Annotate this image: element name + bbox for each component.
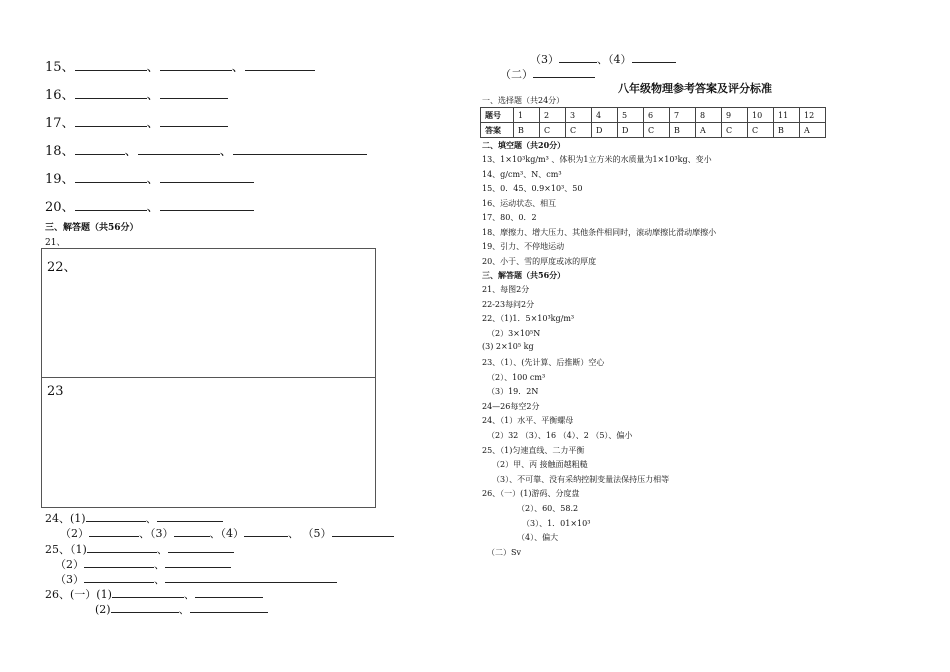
fill-answer-line: 20、小于、雪的厚度或冰的厚度 [482,256,597,266]
separator: 、 [231,60,245,75]
question-21-label: 21、 [45,238,66,248]
fill-row-18 [45,140,367,159]
blank[interactable] [75,86,147,99]
separator: 、 [154,558,165,571]
q26-part-2-label: (2) [95,603,111,616]
blank[interactable] [89,524,139,537]
blank[interactable] [165,570,337,583]
separator: 、 [219,144,233,159]
blank[interactable] [86,509,146,522]
blank[interactable] [160,170,254,183]
fill-answer-line: 15、0．45、0.9×10³、50 [482,184,583,193]
blank[interactable] [160,114,228,127]
blank[interactable] [632,50,676,63]
table-cell-answer: C [722,123,748,138]
table-cell-number: 8 [696,108,722,123]
blank[interactable] [195,585,263,598]
separator: 、 [183,588,195,601]
question-23-label: 23 [47,384,64,399]
blank[interactable] [75,198,147,211]
table-header-answer: 答案 [481,123,514,138]
q25-part-2-label: （2） [55,558,84,571]
solve-answer-line: 25、（1)匀速直线、二力平衡 [482,445,585,455]
separator: 、 [288,527,299,540]
table-cell-answer: C [540,123,566,138]
table-row-numbers [481,108,826,123]
fill-answer-line: 19、引力、不停地运动 [482,242,565,251]
fill-answer-line: 14、g/cm³、N、cm³ [482,169,562,179]
blank[interactable] [245,58,315,71]
solve-answer-line: （3）、1．01×10³ [522,518,591,528]
table-cell-answer: B [774,123,800,138]
solve-answer-line: 22-23每问2分 [482,299,535,309]
blank[interactable] [174,524,210,537]
blank[interactable] [87,540,157,553]
table-cell-number: 10 [748,108,774,123]
solve-answer-line: （3）19．2N [487,387,539,397]
fill-row-19 [45,168,254,187]
separator: 、 [146,60,160,75]
blank[interactable] [84,555,154,568]
fill-answer-line: 13、1×10³kg/m³ 、体积为1立方米的水质量为1×10³kg、变小 [482,155,712,164]
blank[interactable] [533,65,595,78]
question-24-row-2 [60,524,394,541]
separator: 、 [597,53,608,66]
q24-part-5-label: （5） [302,527,332,540]
solve-answer-line: （2）3×10⁵N [487,328,541,338]
table-cell-number: 3 [566,108,592,123]
q25-part-1-label: 25、（1) [45,543,87,556]
table-cell-number: 6 [644,108,670,123]
table-cell-number: 2 [540,108,566,123]
solve-answer-line: （2）、100 cm³ [487,372,546,382]
blank[interactable] [138,142,220,155]
solve-answer-line: (3) 2×10⁵ kg [482,342,534,352]
blank[interactable] [244,524,288,537]
fill-row-number: 15、 [45,60,75,75]
blank[interactable] [84,570,154,583]
table-cell-answer: B [514,123,540,138]
blank[interactable] [111,600,179,613]
section-3-title: 三、解答题（共56分） [45,223,139,233]
table-cell-answer: C [566,123,592,138]
separator: 、 [139,527,150,540]
blank[interactable] [75,142,125,155]
table-cell-answer: B [670,123,696,138]
table-cell-answer: C [748,123,774,138]
fill-row-15 [45,56,315,75]
separator: 、 [145,512,157,525]
table-cell-number: 1 [514,108,540,123]
separator: 、 [178,603,190,616]
question-22-label: 22、 [47,260,77,275]
solve-answer-line: 22、（1)1．5×10³kg/m³ [482,314,575,324]
fill-row-number: 16、 [45,88,75,103]
blank[interactable] [559,50,597,63]
table-header-question-number: 题号 [481,108,514,123]
part-3-label: （3） [530,53,559,66]
separator: 、 [124,144,138,159]
blank[interactable] [160,198,254,211]
top-row-2 [500,65,595,82]
blank[interactable] [75,114,147,127]
answer-box-22[interactable] [41,248,376,378]
fill-answer-line: 16、运动状态、相互 [482,198,557,208]
solve-answer-line: （3）、不可靠、没有采纳控制变量法保持压力相等 [492,474,670,484]
fill-row-20 [45,196,254,215]
fill-row-number: 19、 [45,172,75,187]
fill-row-number: 17、 [45,116,75,131]
separator: 、 [154,573,165,586]
solve-answer-line: 24、（1）水平、平衡螺母 [482,416,574,426]
blank[interactable] [157,509,223,522]
table-cell-number: 12 [800,108,826,123]
table-row-answers [481,123,826,138]
fill-row-number: 20、 [45,200,75,215]
solve-answer-line: 21、每图2分 [482,285,530,294]
q24-part-4-label: （4） [220,527,244,540]
blank[interactable] [332,524,394,537]
q26-part-1-label: 26、(一）(1) [45,588,112,601]
section-3-answer-title: 三、解答题（共56分） [482,270,566,280]
fill-row-number: 18、 [45,144,75,159]
separator: 、 [146,172,160,187]
blank[interactable] [75,170,147,183]
part-4-label: （4） [608,53,632,66]
table-cell-answer: D [618,123,644,138]
solve-answer-line: （4）、偏大 [517,533,559,543]
question-26-row-2 [95,600,268,617]
fill-answer-line: 17、80、0．2 [482,213,537,222]
table-cell-number: 5 [618,108,644,123]
table-cell-number: 7 [670,108,696,123]
blank[interactable] [160,86,228,99]
section-2-title: 二、填空题（共20分） [482,140,566,150]
part-2-label: （二） [500,68,533,81]
separator: 、 [156,543,168,556]
q24-part-3-label: （3） [150,527,174,540]
q24-part-1-label: 24、(1) [45,512,86,525]
blank[interactable] [168,540,234,553]
solve-answer-line: （2）32 （3）、16 （4）、2 （5）、偏小 [487,431,633,440]
solve-answer-line: 24—26每空2分 [482,401,540,411]
separator: 、 [146,200,160,215]
section-1-title: 一、选择题（共24分） [482,96,565,105]
blank[interactable] [160,58,232,71]
solve-answer-line: 26、（一）(1)游码、分度盘 [482,489,580,499]
solve-answer-line: （2）、60、58.2 [517,504,579,513]
answer-key-title: 八年级物理参考答案及评分标准 [618,82,772,95]
separator: 、 [146,116,160,131]
blank[interactable] [112,585,184,598]
q24-part-2-label: （2） [60,527,89,540]
table-cell-answer: C [644,123,670,138]
answer-box-23[interactable] [41,377,376,508]
table-cell-number: 9 [722,108,748,123]
separator: 、 [209,527,221,540]
table-cell-answer: A [696,123,722,138]
separator: 、 [146,88,160,103]
blank[interactable] [233,142,367,155]
solve-answer-line: （二）Sv [487,547,521,557]
blank[interactable] [165,555,231,568]
blank[interactable] [75,58,147,71]
choice-answer-table [480,107,826,138]
table-cell-answer: A [800,123,826,138]
solve-answer-line: 23、（1）、(先计算、后推断）空心 [482,358,605,367]
table-cell-answer: D [592,123,618,138]
fill-row-17 [45,112,228,131]
fill-row-16 [45,84,228,103]
solve-answer-line: （2）甲、丙 接触面越粗糙 [492,460,588,470]
table-cell-number: 4 [592,108,618,123]
fill-answer-line: 18、摩擦力、增大压力、其他条件相同时，滚动摩擦比滑动摩擦小 [482,227,717,237]
q25-part-3-label: （3） [55,573,84,586]
table-cell-number: 11 [774,108,800,123]
blank[interactable] [190,600,268,613]
